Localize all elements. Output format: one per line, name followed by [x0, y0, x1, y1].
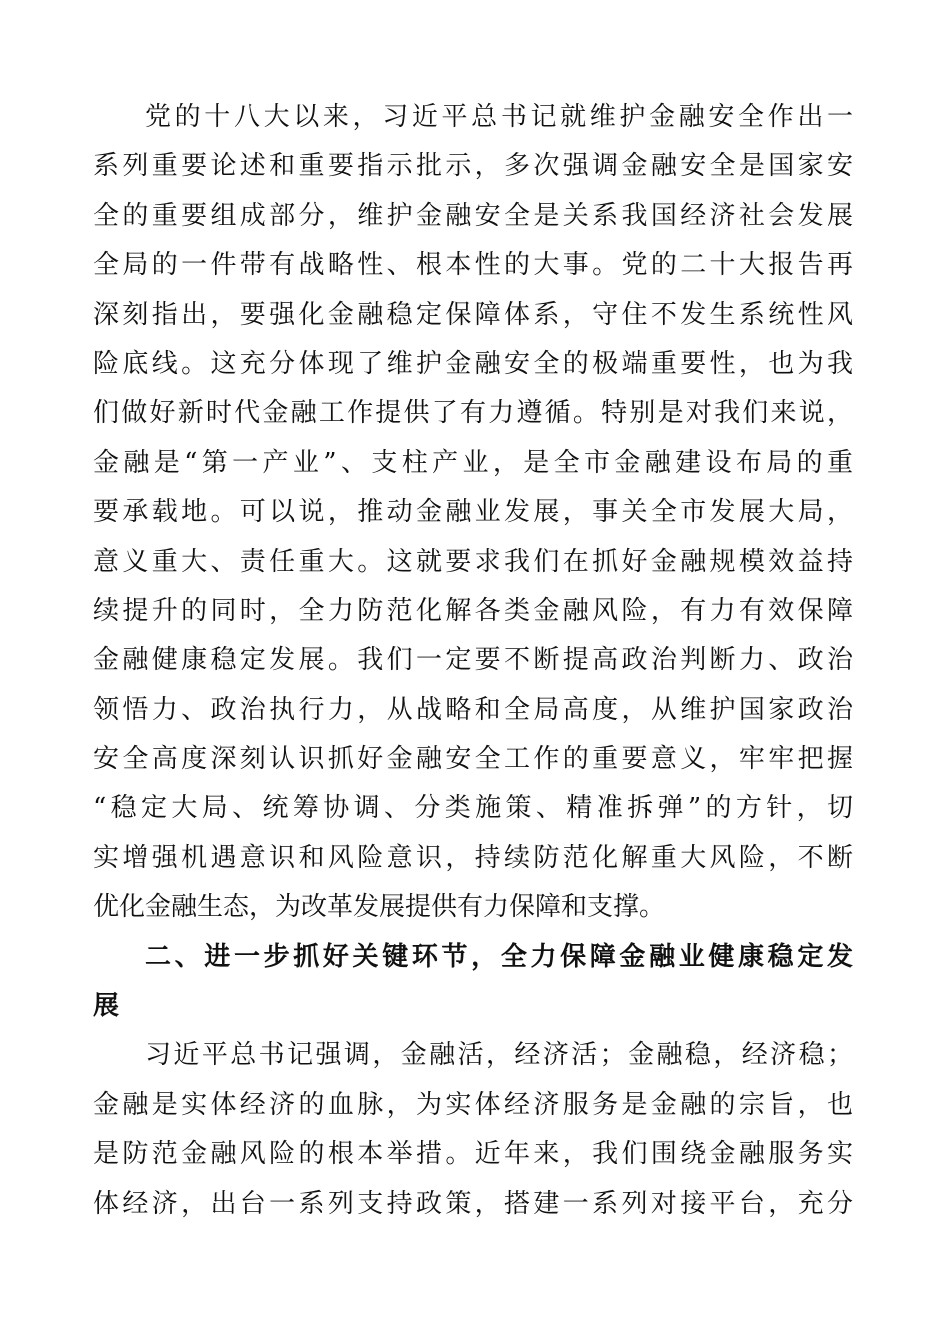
paragraph-line: 是防范金融风险的根本举措。近年来，我们围绕金融服务实: [93, 1139, 853, 1170]
paragraph-line: 们做好新时代金融工作提供了有力遵循。特别是对我们来说，: [93, 398, 853, 429]
paragraph-line: “稳定大局、统筹协调、分类施策、精准拆弹”的方针，切: [93, 793, 853, 824]
paragraph-line: 险底线。这充分体现了维护金融安全的极端重要性，也为我: [93, 348, 853, 379]
paragraph-line: 续提升的同时，全力防范化解各类金融风险，有力有效保障: [93, 595, 853, 626]
paragraph-line: 金融是实体经济的血脉，为实体经济服务是金融的宗旨，也: [93, 1089, 853, 1120]
heading-line: 二、进一步抓好关键环节，全力保障金融业健康稳定发: [145, 941, 853, 972]
paragraph-line: 要承载地。可以说，推动金融业发展，事关全市发展大局，: [93, 497, 853, 528]
heading-line: 展: [93, 991, 120, 1022]
paragraph-line: 深刻指出，要强化金融稳定保障体系，守住不发生系统性风: [93, 299, 853, 330]
paragraph-line: 优化金融生态，为改革发展提供有力保障和支撑。: [93, 892, 666, 923]
document-page: [93, 93, 853, 1229]
paragraph-line: 实增强机遇意识和风险意识，持续防范化解重大风险，不断: [93, 842, 853, 873]
paragraph-line: 意义重大、责任重大。这就要求我们在抓好金融规模效益持: [93, 546, 853, 577]
paragraph-line: 领悟力、政治执行力，从战略和全局高度，从维护国家政治: [93, 694, 853, 725]
paragraph-1: [93, 93, 853, 933]
paragraph-line: 党的十八大以来，习近平总书记就维护金融安全作出一: [145, 102, 853, 132]
paragraph-2: [93, 1031, 853, 1229]
paragraph-line: 金融是“第一产业”、支柱产业，是全市金融建设布局的重: [93, 447, 853, 478]
paragraph-line: 习近平总书记强调，金融活，经济活；金融稳，经济稳；: [145, 1040, 853, 1071]
section-heading-2: [93, 933, 853, 1032]
paragraph-line: 安全高度深刻认识抓好金融安全工作的重要意义，牢牢把握: [93, 744, 853, 775]
paragraph-line: 金融健康稳定发展。我们一定要不断提高政治判断力、政治: [93, 645, 853, 676]
paragraph-line: 全局的一件带有战略性、根本性的大事。党的二十大报告再: [93, 250, 853, 281]
paragraph-line: 全的重要组成部分，维护金融安全是关系我国经济社会发展: [93, 200, 853, 231]
paragraph-line: 系列重要论述和重要指示批示，多次强调金融安全是国家安: [93, 151, 853, 182]
paragraph-line: 体经济，出台一系列支持政策，搭建一系列对接平台，充分: [93, 1188, 853, 1219]
